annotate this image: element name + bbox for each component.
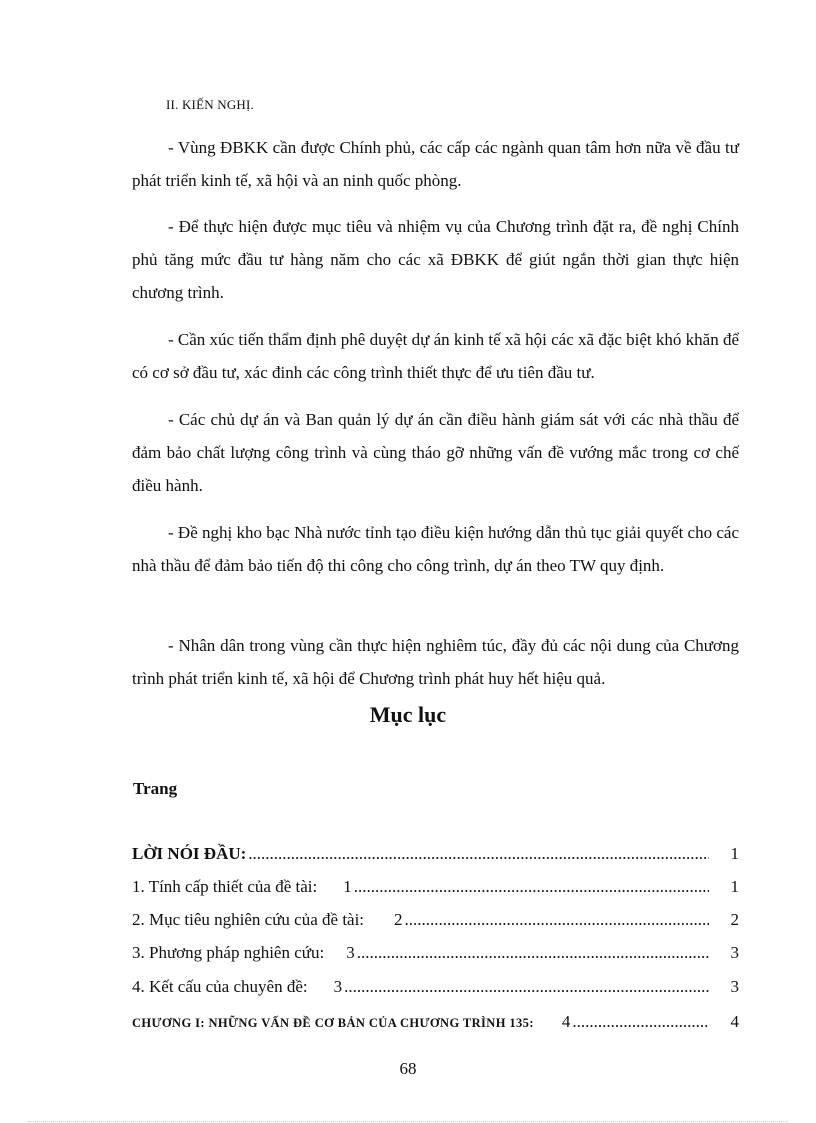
toc-entry-inner-number: 1: [343, 877, 352, 896]
toc-entry[interactable]: [132, 943, 739, 965]
toc-entry-page: 1: [730, 844, 739, 863]
toc-entry-page: 3: [730, 977, 739, 996]
page-number: 68: [399, 1059, 417, 1078]
page-bottom-rule: [28, 1121, 788, 1122]
paragraph-5: - Đề nghị kho bạc Nhà nước tỉnh tạo điều kiện hướng dẫn thủ tục giải quyết cho các nhà thầu để đảm bảo tiến độ thi công cho công trình, dự án theo TW quy định.: [132, 523, 739, 575]
toc-leader: [344, 977, 709, 997]
toc-entry-label: 2. Mục tiêu nghiên cứu của đề tài:: [132, 910, 365, 929]
toc-leader: [357, 943, 709, 963]
toc-leader: [572, 1012, 709, 1032]
toc-entry[interactable]: [132, 844, 739, 866]
toc-entry-page: 3: [730, 943, 739, 962]
toc-page-header: Trang: [133, 779, 178, 798]
paragraph-6: - Nhân dân trong vùng cần thực hiện nghiêm túc, đầy đủ các nội dung của Chương trình phát triển kinh tế, xã hội để Chương trình phát huy hết hiệu quả.: [132, 636, 739, 688]
toc-entry-label: CHƯƠNG I: NHỮNG VẤN ĐỀ CƠ BẢN CỦA CHƯƠNG TRÌNH 135:: [132, 1016, 534, 1030]
toc-entry-label: LỜI NÓI ĐẦU:: [132, 844, 247, 863]
toc-entry-label: 1. Tính cấp thiết của đề tài:: [132, 877, 318, 896]
paragraph-4: - Các chủ dự án và Ban quản lý dự án cần điều hành giám sát với các nhà thầu để đảm bảo chất lượng công trình và cùng tháo gỡ những vấn đề vướng mắc trong cơ chế điều hành.: [132, 410, 739, 495]
toc-entry-inner-number: 2: [394, 910, 403, 929]
toc-leader: [405, 910, 709, 930]
toc-leader: [354, 877, 709, 897]
toc-title: Mục lục: [369, 702, 447, 727]
toc-entry-page: 4: [730, 1012, 739, 1031]
paragraph-2: - Để thực hiện được mục tiêu và nhiệm vụ của Chương trình đặt ra, đề nghị Chính phủ tăng mức đầu tư hàng năm cho các xã ĐBKK để giút ngắn thời gian thực hiện chương trình.: [132, 217, 739, 302]
toc-entry-inner-number: 3: [346, 943, 355, 962]
toc-leader: [248, 844, 709, 864]
toc-entry-inner-number: 4: [561, 1012, 571, 1031]
toc-entry-label: 3. Phương pháp nghiên cứu:: [132, 943, 325, 962]
toc-entry-page: 1: [730, 877, 739, 896]
paragraph-1: - Vùng ĐBKK cần được Chính phủ, các cấp các ngành quan tâm hơn nữa về đầu tư phát triển kinh tế, xã hội và an ninh quốc phòng.: [132, 138, 739, 190]
toc-entry[interactable]: [132, 977, 739, 999]
toc-entry-inner-number: 3: [333, 977, 343, 996]
toc-entry-page: 2: [730, 910, 739, 929]
toc-entry-label: 4. Kết cấu của chuyên đề:: [132, 977, 308, 996]
toc-entry[interactable]: [132, 910, 739, 932]
toc-entry[interactable]: [132, 877, 739, 899]
paragraph-3: - Cần xúc tiến thẩm định phê duyệt dự án kinh tế xã hội các xã đặc biệt khó khăn để có cơ sở đầu tư, xác đinh các công trình thiết thực để ưu tiên đầu tư.: [132, 330, 739, 382]
toc-entry[interactable]: [132, 1012, 739, 1034]
section-heading: II. KIẾN NGHỊ.: [166, 97, 254, 112]
